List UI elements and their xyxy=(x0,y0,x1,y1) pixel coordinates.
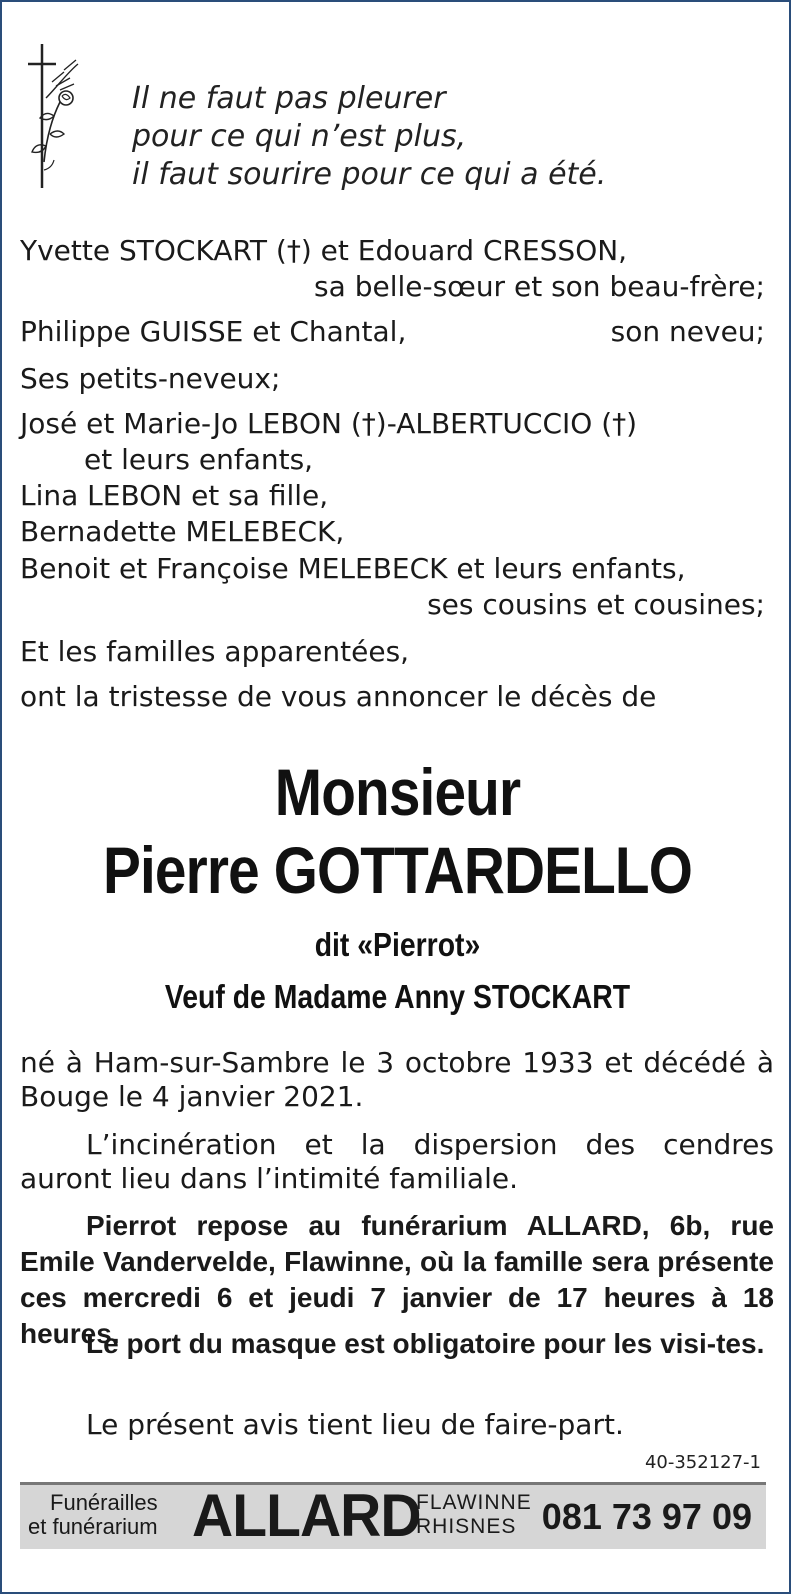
family-relation: son neveu; xyxy=(610,315,765,348)
deceased-title: Monsieur xyxy=(274,755,521,829)
mask-notice: Le port du masque est obligatoire pour les visi-tes. xyxy=(86,1328,765,1359)
cremation-text: L’incinération et la dispersion des cendres auront lieu dans l’intimité familiale. xyxy=(20,1128,774,1195)
poem-line: Il ne faut pas pleurer xyxy=(132,81,446,116)
deceased-name: Pierre GOTTARDELLO xyxy=(103,833,692,907)
footer-left-line: Funérailles xyxy=(50,1490,158,1515)
funeral-home-locations xyxy=(416,1491,532,1539)
family-relation: sa belle-sœur et son beau-frère; xyxy=(314,270,765,303)
family-line: Bernadette MELEBECK, xyxy=(20,515,345,548)
family-line: Philippe GUISSE et Chantal, xyxy=(20,315,407,348)
cross-with-rose-icon xyxy=(16,42,82,190)
poem-line: pour ce qui n’est plus, xyxy=(132,119,467,154)
family-line: Yvette STOCKART (†) et Edouard CRESSON, xyxy=(20,234,628,267)
reference-number: 40-352127-1 xyxy=(644,1452,761,1473)
deceased-nickname: dit «Pierrot» xyxy=(314,926,481,963)
family-line: Benoit et Françoise MELEBECK et leurs enfants, xyxy=(20,552,686,585)
deceased-widower: Veuf de Madame Anny STOCKART xyxy=(164,978,631,1015)
funeral-home-brand: ALLARD xyxy=(192,1482,421,1549)
funeral-services-label xyxy=(28,1491,158,1539)
family-relation: ses cousins et cousines; xyxy=(427,588,765,621)
family-line: et leurs enfants, xyxy=(84,443,314,476)
location-flawinne: FLAWINNE xyxy=(416,1491,532,1514)
visitation-text: Pierrot repose au funérarium ALLARD, 6b, rue Emile Vandervelde, Flawinne, où la famille sera présente ces mercredi 6 et jeudi 7 janvier de 17 heures à 18 heures. xyxy=(20,1210,774,1349)
faire-part-notice: Le présent avis tient lieu de faire-part. xyxy=(86,1408,624,1441)
birth-death-text: né à Ham-sur-Sambre le 3 octobre 1933 et décédé à Bouge le 4 janvier 2021. xyxy=(20,1046,774,1113)
family-line: ont la tristesse de vous annoncer le décès de xyxy=(20,680,657,713)
footer-left-line: et funérarium xyxy=(28,1514,158,1539)
family-line: Lina LEBON et sa fille, xyxy=(20,479,329,512)
family-line: José et Marie-Jo LEBON (†)-ALBERTUCCIO (†) xyxy=(20,407,638,440)
funeral-home-phone: 081 73 97 09 xyxy=(541,1496,752,1537)
location-rhisnes: RHISNES xyxy=(416,1515,517,1538)
funeral-home-banner xyxy=(20,1482,766,1549)
family-line: Et les familles apparentées, xyxy=(20,635,410,668)
memorial-poem xyxy=(132,80,606,194)
family-line: Ses petits-neveux; xyxy=(20,362,281,395)
poem-line: il faut sourire pour ce qui a été. xyxy=(132,157,607,192)
